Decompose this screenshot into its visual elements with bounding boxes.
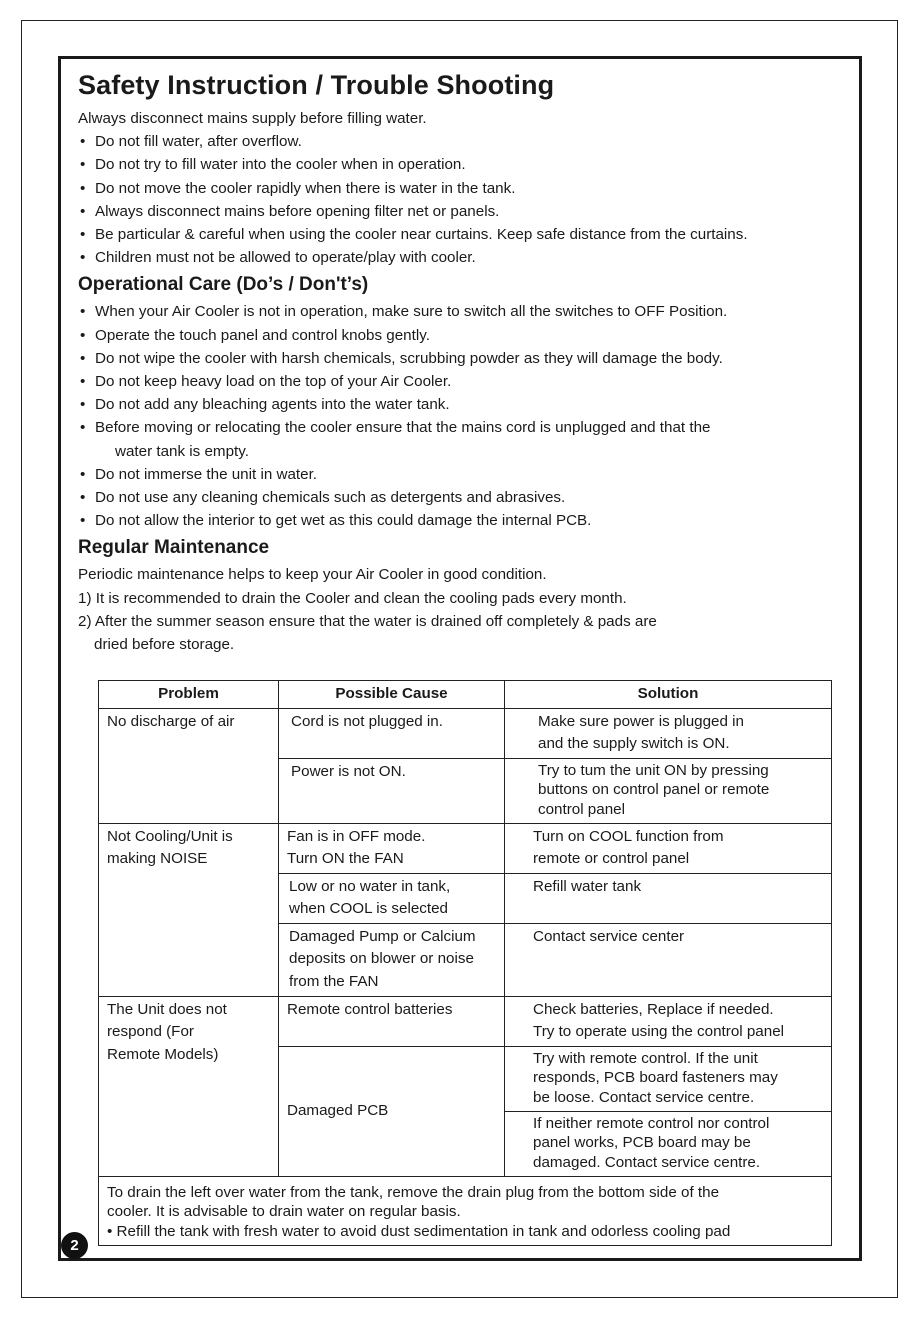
cause-line: Turn ON the FAN (287, 850, 404, 867)
operational-care-list (78, 300, 848, 532)
care-item: • Do not allow the interior to get wet as this could damage the internal PCB. (78, 509, 848, 532)
care-item: • Do not immerse the unit in water. (78, 463, 848, 486)
column-header: Problem (99, 681, 279, 709)
note-line: • Refill the tank with fresh water to avoid dust sedimentation in tank and odorless cooling pad (107, 1222, 731, 1240)
table-row (99, 823, 832, 873)
page-title: Safety Instruction / Trouble Shooting (78, 70, 555, 100)
care-item: • Operate the touch panel and control knobs gently. (78, 324, 848, 347)
solution-cell: Contact service center (505, 923, 832, 996)
safety-item: • Always disconnect mains before opening filter net or panels. (78, 200, 848, 223)
solution-line: control panel (538, 800, 625, 818)
solution-line: and the supply switch is ON. (538, 735, 730, 752)
cause-cell: Power is not ON. (279, 758, 505, 823)
table-row (99, 708, 832, 758)
solution-line: If neither remote control nor control (533, 1114, 770, 1132)
drain-note (99, 1176, 832, 1246)
solution-line: Try with remote control. If the unit (533, 1049, 758, 1067)
cause-cell: Damaged PCB (279, 1046, 505, 1176)
cause-cell (279, 923, 505, 996)
care-item: • Do not use any cleaning chemicals such as detergents and abrasives. (78, 486, 848, 509)
solution-cell (505, 1046, 832, 1111)
safety-item: • Do not try to fill water into the cooler when in operation. (78, 153, 848, 176)
care-item (78, 416, 848, 462)
solution-line: buttons on control panel or remote (538, 781, 770, 798)
maintenance-step: 2) After the summer season ensure that the water is drained off completely & pads are (78, 612, 657, 630)
solution-line: be loose. Contact service centre. (533, 1088, 755, 1106)
solution-cell (505, 823, 832, 873)
problem-cell (99, 996, 279, 1176)
maintenance-step: 1) It is recommended to drain the Cooler and clean the cooling pads every month. (78, 589, 627, 607)
problem-cell: No discharge of air (99, 708, 279, 823)
maintenance-heading: Regular Maintenance (78, 537, 270, 559)
problem-line: Not Cooling/Unit is (107, 827, 233, 845)
cause-line: from the FAN (289, 972, 379, 990)
solution-line: Try to tum the unit ON by pressing (538, 761, 769, 779)
solution-line: Try to operate using the control panel (533, 1023, 785, 1040)
solution-line: Make sure power is plugged in (538, 712, 744, 730)
cause-line: deposits on blower or noise (289, 950, 474, 967)
solution-line: damaged. Contact service centre. (533, 1153, 761, 1171)
cause-cell (279, 823, 505, 873)
care-item: • When your Air Cooler is not in operation, make sure to switch all the switches to OFF Position. (78, 300, 848, 323)
maintenance-intro: Periodic maintenance helps to keep your Air Cooler in good condition. (78, 566, 547, 584)
cause-cell: Remote control batteries (279, 996, 505, 1046)
cause-line: Low or no water in tank, (289, 877, 451, 895)
cause-line: when COOL is selected (289, 900, 448, 917)
troubleshooting-table (98, 680, 832, 1246)
table-header-row (99, 681, 832, 709)
solution-line: panel works, PCB board may be (533, 1134, 751, 1151)
cause-line: Fan is in OFF mode. (287, 827, 426, 845)
maintenance-steps (78, 587, 848, 657)
problem-line: The Unit does not (107, 1000, 227, 1018)
problem-line: making NOISE (107, 850, 208, 867)
safety-item: • Children must not be allowed to operate/play with cooler. (78, 246, 848, 269)
note-line: To drain the left over water from the tank, remove the drain plug from the bottom side of the (107, 1183, 720, 1201)
table-note-row (99, 1176, 832, 1246)
solution-cell: Refill water tank (505, 873, 832, 923)
care-item: • Do not keep heavy load on the top of your Air Cooler. (78, 370, 848, 393)
solution-cell (505, 996, 832, 1046)
safety-intro: Always disconnect mains supply before filling water. (78, 110, 427, 127)
problem-cell (99, 823, 279, 996)
solution-cell (505, 1111, 832, 1176)
operational-care-heading: Operational Care (Do’s / Don't’s) (78, 274, 369, 296)
care-item: • Do not wipe the cooler with harsh chemicals, scrubbing powder as they will damage the body. (78, 347, 848, 370)
care-item-continuation: water tank is empty. (115, 442, 249, 460)
solution-cell (505, 708, 832, 758)
care-item-text: Before moving or relocating the cooler ensure that the mains cord is unplugged and that the (95, 419, 711, 437)
safety-item: • Do not move the cooler rapidly when there is water in the tank. (78, 177, 848, 200)
solution-line: Turn on COOL function from (533, 827, 724, 845)
column-header: Solution (505, 681, 832, 709)
column-header: Possible Cause (279, 681, 505, 709)
maintenance-step-continuation: dried before storage. (94, 636, 235, 654)
cause-cell (279, 873, 505, 923)
problem-line: Remote Models) (107, 1045, 219, 1063)
solution-cell (505, 758, 832, 823)
care-item: • Do not add any bleaching agents into the water tank. (78, 393, 848, 416)
page-content (78, 66, 848, 656)
solution-line: Check batteries, Replace if needed. (533, 1000, 774, 1018)
solution-line: responds, PCB board fasteners may (533, 1069, 778, 1086)
safety-list (78, 130, 848, 269)
cause-line: Damaged Pump or Calcium (289, 927, 476, 945)
solution-line: remote or control panel (533, 850, 690, 867)
cause-cell: Cord is not plugged in. (279, 708, 505, 758)
note-line: cooler. It is advisable to drain water on regular basis. (107, 1203, 461, 1220)
safety-item: • Do not fill water, after overflow. (78, 130, 848, 153)
page-number-badge: 2 (61, 1232, 88, 1259)
table-row (99, 996, 832, 1046)
safety-item: • Be particular & careful when using the cooler near curtains. Keep safe distance from the curtains. (78, 223, 848, 246)
problem-line: respond (For (107, 1023, 194, 1040)
